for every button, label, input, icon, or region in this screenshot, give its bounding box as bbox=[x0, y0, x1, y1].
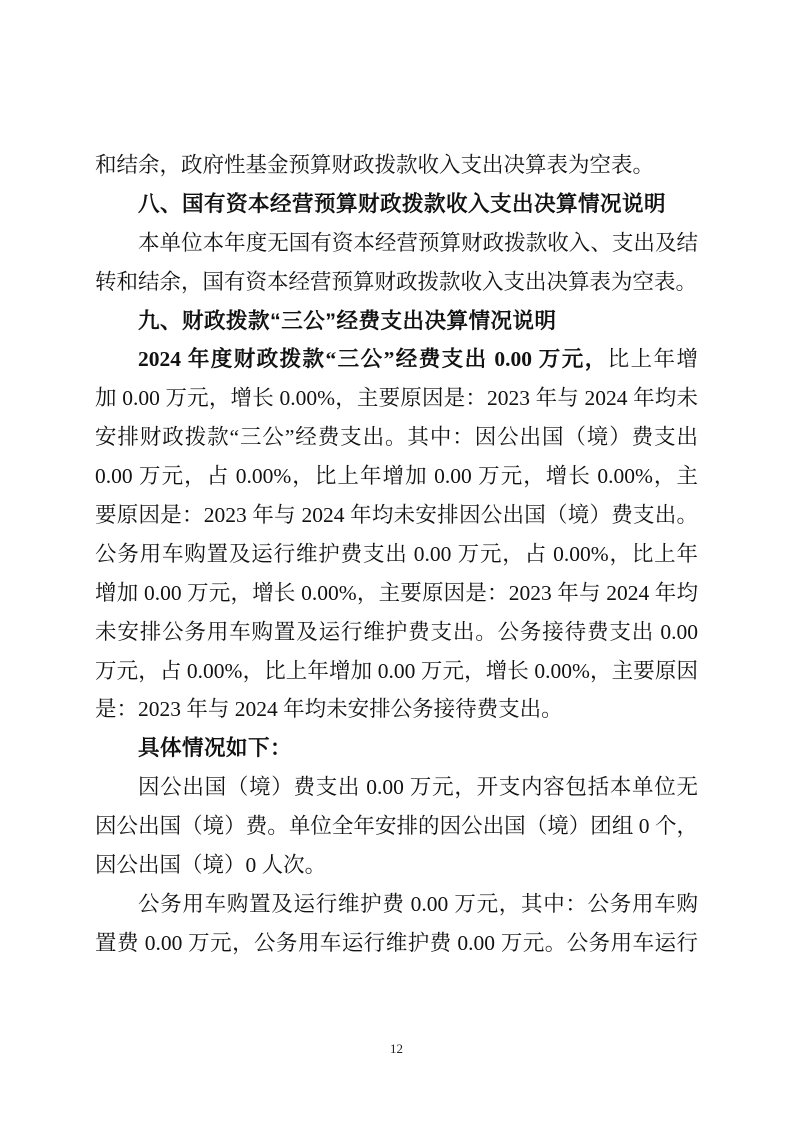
bold-lead-text: 2024 年度财政拨款“三公”经费支出 0.00 万元， bbox=[138, 347, 608, 372]
text-line: 因公出国（境）费。单位全年安排的因公出国（境）团组 0 个， bbox=[95, 814, 698, 839]
text-line: 2024 年度财政拨款“三公”经费支出 0.00 万元，比上年增 bbox=[138, 347, 698, 372]
text-line: 公务用车购置及运行维护费 0.00 万元，其中：公务用车购 bbox=[138, 891, 698, 916]
document-body bbox=[95, 146, 698, 963]
text-line: 置费 0.00 万元，公务用车运行维护费 0.00 万元。公务用车运行 bbox=[95, 930, 698, 955]
section-heading: 九、财政拨款“三公”经费支出决算情况说明 bbox=[138, 308, 557, 333]
text-line: 转和结余，国有资本经营预算财政拨款收入支出决算表为空表。 bbox=[95, 269, 698, 294]
section-heading: 八、国有资本经营预算财政拨款收入支出决算情况说明 bbox=[138, 191, 667, 216]
text-line: 增加 0.00 万元，增长 0.00%，主要原因是：2023 年与 2024 年均 bbox=[95, 580, 698, 605]
text-line: 安排财政拨款“三公”经费支出。其中：因公出国（境）费支出 bbox=[95, 425, 698, 450]
text-line: 要原因是：2023 年与 2024 年均未安排因公出国（境）费支出。 bbox=[95, 503, 698, 528]
sub-heading: 具体情况如下： bbox=[138, 736, 293, 761]
text-line: 万元，占 0.00%，比上年增加 0.00 万元，增长 0.00%，主要原因 bbox=[95, 658, 698, 683]
text-line: 和结余，政府性基金预算财政拨款收入支出决算表为空表。 bbox=[95, 153, 655, 177]
text-line: 因公出国（境）费支出 0.00 万元，开支内容包括本单位无 bbox=[138, 775, 698, 800]
text-line: 公务用车购置及运行维护费支出 0.00 万元，占 0.00%，比上年 bbox=[95, 541, 698, 566]
text-line: 加 0.00 万元，增长 0.00%，主要原因是：2023 年与 2024 年均未 bbox=[95, 386, 698, 411]
text-line: 本单位本年度无国有资本经营预算财政拨款收入、支出及结 bbox=[138, 230, 698, 255]
text-line: 是：2023 年与 2024 年均未安排公务接待费支出。 bbox=[95, 697, 563, 722]
text-line: 未安排公务用车购置及运行维护费支出。公务接待费支出 0.00 bbox=[95, 619, 698, 644]
text-line: 0.00 万元，占 0.00%，比上年增加 0.00 万元，增长 0.00%，主 bbox=[95, 464, 698, 489]
text-line: 因公出国（境）0 人次。 bbox=[95, 853, 327, 878]
page-number: 12 bbox=[390, 1041, 403, 1056]
